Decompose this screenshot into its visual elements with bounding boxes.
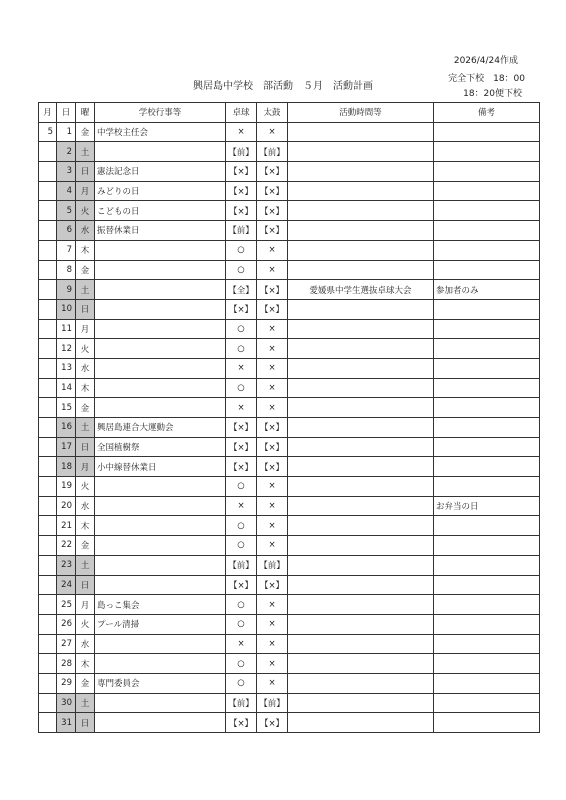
table-cell-weekday: 土 [76, 555, 95, 575]
table-cell-activity-time [288, 555, 434, 575]
table-cell-note [434, 614, 540, 634]
table-cell-event [95, 536, 226, 556]
table-cell-note [434, 418, 540, 438]
table-cell-taiko: 【×】 [257, 575, 288, 595]
table-cell-table-tennis: 【×】 [226, 457, 257, 477]
table-cell-taiko: × [257, 614, 288, 634]
table-cell-weekday: 水 [76, 496, 95, 516]
table-cell-table-tennis: ○ [226, 516, 257, 536]
table-cell-taiko: × [257, 319, 288, 339]
table-cell-activity-time: 愛媛県中学生選抜卓球大会 [288, 280, 434, 300]
table-cell-table-tennis: ○ [226, 319, 257, 339]
table-row [39, 496, 540, 516]
table-cell-day: 9 [57, 280, 76, 300]
table-row [39, 142, 540, 162]
table-cell-note [434, 162, 540, 182]
table-cell-day: 25 [57, 595, 76, 615]
table-cell-month [39, 260, 57, 280]
table-row [39, 673, 540, 693]
table-cell-table-tennis: 【前】 [226, 555, 257, 575]
table-cell-table-tennis: × [226, 634, 257, 654]
table-cell-taiko: 【×】 [257, 162, 288, 182]
table-cell-event [95, 398, 226, 418]
table-cell-month [39, 713, 57, 733]
table-cell-activity-time [288, 398, 434, 418]
table-cell-day: 8 [57, 260, 76, 280]
table-cell-day: 19 [57, 477, 76, 497]
table-cell-event: 島っこ集会 [95, 595, 226, 615]
table-cell-event [95, 260, 226, 280]
table-cell-month: 5 [39, 122, 57, 142]
table-cell-note: お弁当の日 [434, 496, 540, 516]
table-cell-event: 憲法記念日 [95, 162, 226, 182]
header-row [39, 103, 540, 123]
table-cell-activity-time [288, 575, 434, 595]
table-cell-day: 2 [57, 142, 76, 162]
table-cell-day: 11 [57, 319, 76, 339]
table-cell-day: 6 [57, 221, 76, 241]
table-cell-activity-time [288, 477, 434, 497]
table-cell-activity-time [288, 378, 434, 398]
table-cell-event: 小中線替休業日 [95, 457, 226, 477]
table-cell-month [39, 555, 57, 575]
table-cell-note [434, 122, 540, 142]
table-cell-weekday: 金 [76, 122, 95, 142]
table-cell-note [434, 457, 540, 477]
table-cell-taiko: × [257, 122, 288, 142]
table-cell-event: 中学校主任会 [95, 122, 226, 142]
table-cell-day: 10 [57, 299, 76, 319]
table-cell-day: 24 [57, 575, 76, 595]
table-cell-weekday: 土 [76, 142, 95, 162]
table-cell-month [39, 673, 57, 693]
table-cell-event [95, 654, 226, 674]
table-cell-event [95, 299, 226, 319]
table-cell-table-tennis: 【前】 [226, 693, 257, 713]
table-cell-taiko: × [257, 477, 288, 497]
table-cell-month [39, 693, 57, 713]
table-cell-note [434, 437, 540, 457]
table-cell-weekday: 水 [76, 634, 95, 654]
table-cell-month [39, 142, 57, 162]
table-cell-day: 7 [57, 240, 76, 260]
table-cell-note [434, 575, 540, 595]
table-cell-month [39, 477, 57, 497]
table-cell-event [95, 575, 226, 595]
table-cell-table-tennis: 【×】 [226, 437, 257, 457]
table-cell-day: 23 [57, 555, 76, 575]
table-cell-note [434, 477, 540, 497]
table-cell-month [39, 221, 57, 241]
table-row [39, 260, 540, 280]
table-cell-table-tennis: 【前】 [226, 221, 257, 241]
table-row [39, 437, 540, 457]
table-cell-month [39, 496, 57, 516]
table-cell-note [434, 634, 540, 654]
table-cell-month [39, 339, 57, 359]
table-cell-event: こどもの日 [95, 201, 226, 221]
table-cell-taiko: 【×】 [257, 280, 288, 300]
table-cell-weekday: 月 [76, 319, 95, 339]
table-cell-weekday: 金 [76, 398, 95, 418]
table-cell-taiko: × [257, 516, 288, 536]
table-cell-activity-time [288, 319, 434, 339]
table-cell-event [95, 378, 226, 398]
table-cell-weekday: 日 [76, 437, 95, 457]
table-cell-note [434, 654, 540, 674]
table-cell-table-tennis: × [226, 496, 257, 516]
table-cell-event [95, 358, 226, 378]
table-cell-note: 参加者のみ [434, 280, 540, 300]
table-cell-table-tennis: 【×】 [226, 181, 257, 201]
table-row [39, 536, 540, 556]
table-row [39, 181, 540, 201]
table-cell-event: 専門委員会 [95, 673, 226, 693]
table-cell-table-tennis: × [226, 398, 257, 418]
table-row [39, 240, 540, 260]
table-row [39, 221, 540, 241]
table-cell-weekday: 金 [76, 673, 95, 693]
table-cell-activity-time [288, 162, 434, 182]
table-cell-day: 20 [57, 496, 76, 516]
table-cell-day: 22 [57, 536, 76, 556]
table-cell-table-tennis: ○ [226, 536, 257, 556]
table-cell-month [39, 280, 57, 300]
table-cell-table-tennis: 【×】 [226, 713, 257, 733]
table-row [39, 614, 540, 634]
table-cell-month [39, 536, 57, 556]
table-row [39, 693, 540, 713]
table-cell-activity-time [288, 457, 434, 477]
table-cell-event [95, 693, 226, 713]
table-cell-table-tennis: 【×】 [226, 299, 257, 319]
table-cell-activity-time [288, 693, 434, 713]
table-cell-weekday: 月 [76, 457, 95, 477]
table-cell-taiko: 【×】 [257, 201, 288, 221]
table-cell-event [95, 142, 226, 162]
table-cell-table-tennis: × [226, 358, 257, 378]
table-cell-event [95, 496, 226, 516]
table-cell-activity-time [288, 536, 434, 556]
table-cell-month [39, 398, 57, 418]
header-notes: 備考 [434, 103, 540, 123]
table-cell-table-tennis: ○ [226, 614, 257, 634]
table-cell-activity-time [288, 614, 434, 634]
table-cell-day: 16 [57, 418, 76, 438]
table-cell-taiko: 【×】 [257, 457, 288, 477]
table-cell-note [434, 536, 540, 556]
table-cell-note [434, 339, 540, 359]
table-cell-weekday: 木 [76, 516, 95, 536]
table-cell-weekday: 日 [76, 575, 95, 595]
table-cell-taiko: × [257, 260, 288, 280]
header-day: 日 [57, 103, 76, 123]
table-cell-note [434, 555, 540, 575]
table-cell-month [39, 378, 57, 398]
page-title: 興居島中学校 部活動 ５月 活動計画 [193, 81, 373, 92]
table-cell-day: 4 [57, 181, 76, 201]
table-cell-weekday: 火 [76, 201, 95, 221]
table-row [39, 713, 540, 733]
table-cell-event [95, 555, 226, 575]
table-row [39, 162, 540, 182]
table-cell-note [434, 260, 540, 280]
table-cell-table-tennis: ○ [226, 673, 257, 693]
table-row [39, 634, 540, 654]
table-cell-weekday: 日 [76, 299, 95, 319]
table-cell-taiko: 【×】 [257, 437, 288, 457]
table-cell-table-tennis: ○ [226, 477, 257, 497]
table-cell-note [434, 516, 540, 536]
table-cell-weekday: 日 [76, 162, 95, 182]
table-cell-table-tennis: ○ [226, 378, 257, 398]
table-cell-table-tennis: 【×】 [226, 575, 257, 595]
table-row [39, 595, 540, 615]
table-cell-table-tennis: ○ [226, 240, 257, 260]
table-cell-taiko: × [257, 673, 288, 693]
table-cell-month [39, 437, 57, 457]
table-cell-weekday: 木 [76, 654, 95, 674]
table-cell-weekday: 月 [76, 595, 95, 615]
table-cell-day: 31 [57, 713, 76, 733]
header-activity-time: 活動時間等 [288, 103, 434, 123]
table-cell-note [434, 240, 540, 260]
table-row [39, 516, 540, 536]
table-cell-taiko: × [257, 496, 288, 516]
table-cell-taiko: 【×】 [257, 299, 288, 319]
table-cell-activity-time [288, 181, 434, 201]
table-cell-activity-time [288, 654, 434, 674]
table-cell-note [434, 201, 540, 221]
table-cell-taiko: 【前】 [257, 693, 288, 713]
table-cell-activity-time [288, 339, 434, 359]
table-cell-table-tennis: ○ [226, 260, 257, 280]
table-cell-weekday: 土 [76, 280, 95, 300]
table-cell-activity-time [288, 260, 434, 280]
table-cell-taiko: 【×】 [257, 418, 288, 438]
header-month: 月 [39, 103, 57, 123]
table-cell-weekday: 金 [76, 536, 95, 556]
table-row [39, 280, 540, 300]
header-weekday: 曜 [76, 103, 95, 123]
table-row [39, 555, 540, 575]
table-cell-activity-time [288, 299, 434, 319]
table-cell-note [434, 299, 540, 319]
table-cell-activity-time [288, 221, 434, 241]
table-cell-month [39, 201, 57, 221]
table-cell-day: 18 [57, 457, 76, 477]
table-row [39, 457, 540, 477]
table-cell-activity-time [288, 496, 434, 516]
table-cell-day: 3 [57, 162, 76, 182]
table-cell-activity-time [288, 634, 434, 654]
table-cell-weekday: 日 [76, 713, 95, 733]
table-cell-event [95, 319, 226, 339]
table-cell-activity-time [288, 418, 434, 438]
table-row [39, 398, 540, 418]
table-cell-table-tennis: × [226, 122, 257, 142]
table-cell-weekday: 土 [76, 418, 95, 438]
table-cell-note [434, 378, 540, 398]
table-cell-activity-time [288, 437, 434, 457]
table-cell-month [39, 595, 57, 615]
table-cell-taiko: × [257, 595, 288, 615]
table-row [39, 122, 540, 142]
table-cell-taiko: 【×】 [257, 713, 288, 733]
table-cell-table-tennis: 【×】 [226, 418, 257, 438]
table-cell-note [434, 713, 540, 733]
table-cell-day: 21 [57, 516, 76, 536]
table-cell-taiko: 【前】 [257, 142, 288, 162]
table-cell-activity-time [288, 673, 434, 693]
table-cell-activity-time [288, 122, 434, 142]
table-cell-weekday: 火 [76, 339, 95, 359]
table-cell-taiko: × [257, 536, 288, 556]
table-row [39, 654, 540, 674]
table-row [39, 575, 540, 595]
table-cell-note [434, 398, 540, 418]
table-cell-month [39, 457, 57, 477]
table-cell-activity-time [288, 240, 434, 260]
table-cell-table-tennis: ○ [226, 595, 257, 615]
table-row [39, 477, 540, 497]
table-cell-note [434, 595, 540, 615]
table-cell-event [95, 516, 226, 536]
table-cell-activity-time [288, 142, 434, 162]
table-cell-month [39, 614, 57, 634]
table-row [39, 299, 540, 319]
table-cell-event [95, 280, 226, 300]
table-cell-event [95, 339, 226, 359]
table-cell-taiko: × [257, 339, 288, 359]
table-cell-activity-time [288, 358, 434, 378]
table-cell-month [39, 299, 57, 319]
table-cell-month [39, 319, 57, 339]
table-cell-month [39, 181, 57, 201]
created-date: 2026/4/24作成 [453, 56, 518, 66]
table-cell-table-tennis: 【前】 [226, 142, 257, 162]
table-cell-weekday: 水 [76, 221, 95, 241]
table-cell-event [95, 240, 226, 260]
table-cell-month [39, 240, 57, 260]
table-cell-taiko: × [257, 358, 288, 378]
table-cell-month [39, 162, 57, 182]
table-cell-event: 全国植樹祭 [95, 437, 226, 457]
header-school-event: 学校行事等 [95, 103, 226, 123]
table-cell-activity-time [288, 713, 434, 733]
table-cell-day: 29 [57, 673, 76, 693]
table-cell-table-tennis: ○ [226, 339, 257, 359]
table-cell-event: 興居島連合大運動会 [95, 418, 226, 438]
table-cell-table-tennis: 【×】 [226, 162, 257, 182]
table-cell-taiko: × [257, 654, 288, 674]
header-taiko: 太鼓 [257, 103, 288, 123]
table-cell-event [95, 634, 226, 654]
table-cell-weekday: 木 [76, 378, 95, 398]
table-cell-weekday: 金 [76, 260, 95, 280]
table-cell-month [39, 634, 57, 654]
table-cell-weekday: 土 [76, 693, 95, 713]
table-row [39, 378, 540, 398]
table-cell-taiko: × [257, 398, 288, 418]
table-row [39, 339, 540, 359]
table-cell-day: 1 [57, 122, 76, 142]
table-cell-weekday: 火 [76, 477, 95, 497]
table-cell-taiko: 【×】 [257, 181, 288, 201]
table-cell-event: プール清掃 [95, 614, 226, 634]
table-cell-note [434, 319, 540, 339]
table-cell-table-tennis: 【×】 [226, 201, 257, 221]
table-cell-activity-time [288, 201, 434, 221]
table-cell-taiko: 【前】 [257, 555, 288, 575]
table-cell-activity-time [288, 516, 434, 536]
table-cell-event [95, 713, 226, 733]
table-cell-month [39, 358, 57, 378]
table-cell-note [434, 181, 540, 201]
activity-schedule-table [38, 102, 540, 733]
table-cell-day: 30 [57, 693, 76, 713]
table-row [39, 201, 540, 221]
table-cell-day: 15 [57, 398, 76, 418]
table-cell-taiko: × [257, 378, 288, 398]
table-cell-month [39, 516, 57, 536]
table-cell-taiko: × [257, 240, 288, 260]
table-cell-day: 14 [57, 378, 76, 398]
dismissal-time: 完全下校 18：00 [448, 74, 525, 84]
table-cell-taiko: 【×】 [257, 221, 288, 241]
table-cell-activity-time [288, 595, 434, 615]
table-cell-weekday: 水 [76, 358, 95, 378]
table-cell-note [434, 142, 540, 162]
header-table-tennis: 卓球 [226, 103, 257, 123]
table-cell-table-tennis: 【全】 [226, 280, 257, 300]
table-cell-day: 27 [57, 634, 76, 654]
table-cell-day: 12 [57, 339, 76, 359]
table-cell-weekday: 木 [76, 240, 95, 260]
table-cell-event: 振替休業日 [95, 221, 226, 241]
table-cell-note [434, 358, 540, 378]
table-cell-day: 13 [57, 358, 76, 378]
table-cell-day: 5 [57, 201, 76, 221]
table-row [39, 418, 540, 438]
table-cell-weekday: 月 [76, 181, 95, 201]
table-cell-table-tennis: ○ [226, 654, 257, 674]
table-cell-taiko: × [257, 634, 288, 654]
bus-dismissal-time: 18：20便下校 [463, 89, 522, 99]
table-cell-day: 17 [57, 437, 76, 457]
table-cell-month [39, 575, 57, 595]
table-cell-day: 28 [57, 654, 76, 674]
table-cell-note [434, 693, 540, 713]
table-cell-event: みどりの日 [95, 181, 226, 201]
table-cell-month [39, 418, 57, 438]
table-cell-note [434, 673, 540, 693]
table-cell-month [39, 654, 57, 674]
table-cell-note [434, 221, 540, 241]
table-row [39, 358, 540, 378]
table-row [39, 319, 540, 339]
table-cell-day: 26 [57, 614, 76, 634]
table-cell-weekday: 火 [76, 614, 95, 634]
table-cell-event [95, 477, 226, 497]
